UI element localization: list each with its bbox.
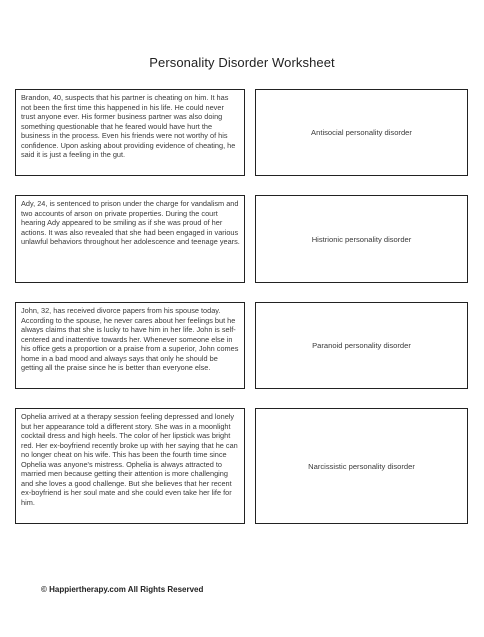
disorder-label-1: Antisocial personality disorder [311, 128, 412, 137]
disorder-box-3 [255, 302, 468, 389]
scenario-box-2: Ady, 24, is sentenced to prison under the charge for vandalism and two accounts of arson on private properties. During the court hearing Ady appeared to be smiling as if she was proud of her actions. It was also revealed that she had been engaged in various unlawful behaviors throughout her adolescence and teenage years. [15, 195, 245, 283]
scenario-box-3: John, 32, has received divorce papers from his spouse today. According to the spouse, he never cares about her feelings but he always claims that she is lucky to have him in her life. John is self-centered and inattentive towards her. Whenever someone else in his office gets a proportion or a praise from a superior, John comes home in a bad mood and always says that only he should be getting all the praise since he is better than everyone else. [15, 302, 245, 389]
scenario-box-4: Ophelia arrived at a therapy session feeling depressed and lonely but her appearance told a different story. She was in a moonlight cocktail dress and high heels. The color of her lipstick was bright red. Her ex-boyfriend recently broke up with her saying that he can no longer cheat on his wife. This has been the fourth time since Ophelia was anyone's mistress. Ophelia is always attracted to married men because getting their attention is more challenging and she loves a good challenge. But she believes that her recent ex-boyfriend is her soul mate and she could even take her life for him. [15, 408, 245, 524]
scenario-box-1: Brandon, 40, suspects that his partner is cheating on him. It has not been the first time this happened in his life. He could never trust anyone ever. His former business partner was also doing something questionable that he feared would have hurt the business in the process. Even his friends were not worthy of his confidence. Upon asking about providing evidence of cheating, he said it is just a feeling in the gut. [15, 89, 245, 176]
disorder-label-3: Paranoid personality disorder [312, 341, 411, 350]
disorder-label-2: Histrionic personality disorder [311, 234, 412, 244]
disorder-label-4: Narcissistic personality disorder [308, 461, 415, 471]
disorder-box-4 [255, 408, 468, 524]
disorder-box-2 [255, 195, 468, 283]
copyright-footer: © Happiertherapy.com All Rights Reserved [41, 585, 204, 594]
disorder-box-1 [255, 89, 468, 176]
page-title: Personality Disorder Worksheet [149, 55, 335, 70]
